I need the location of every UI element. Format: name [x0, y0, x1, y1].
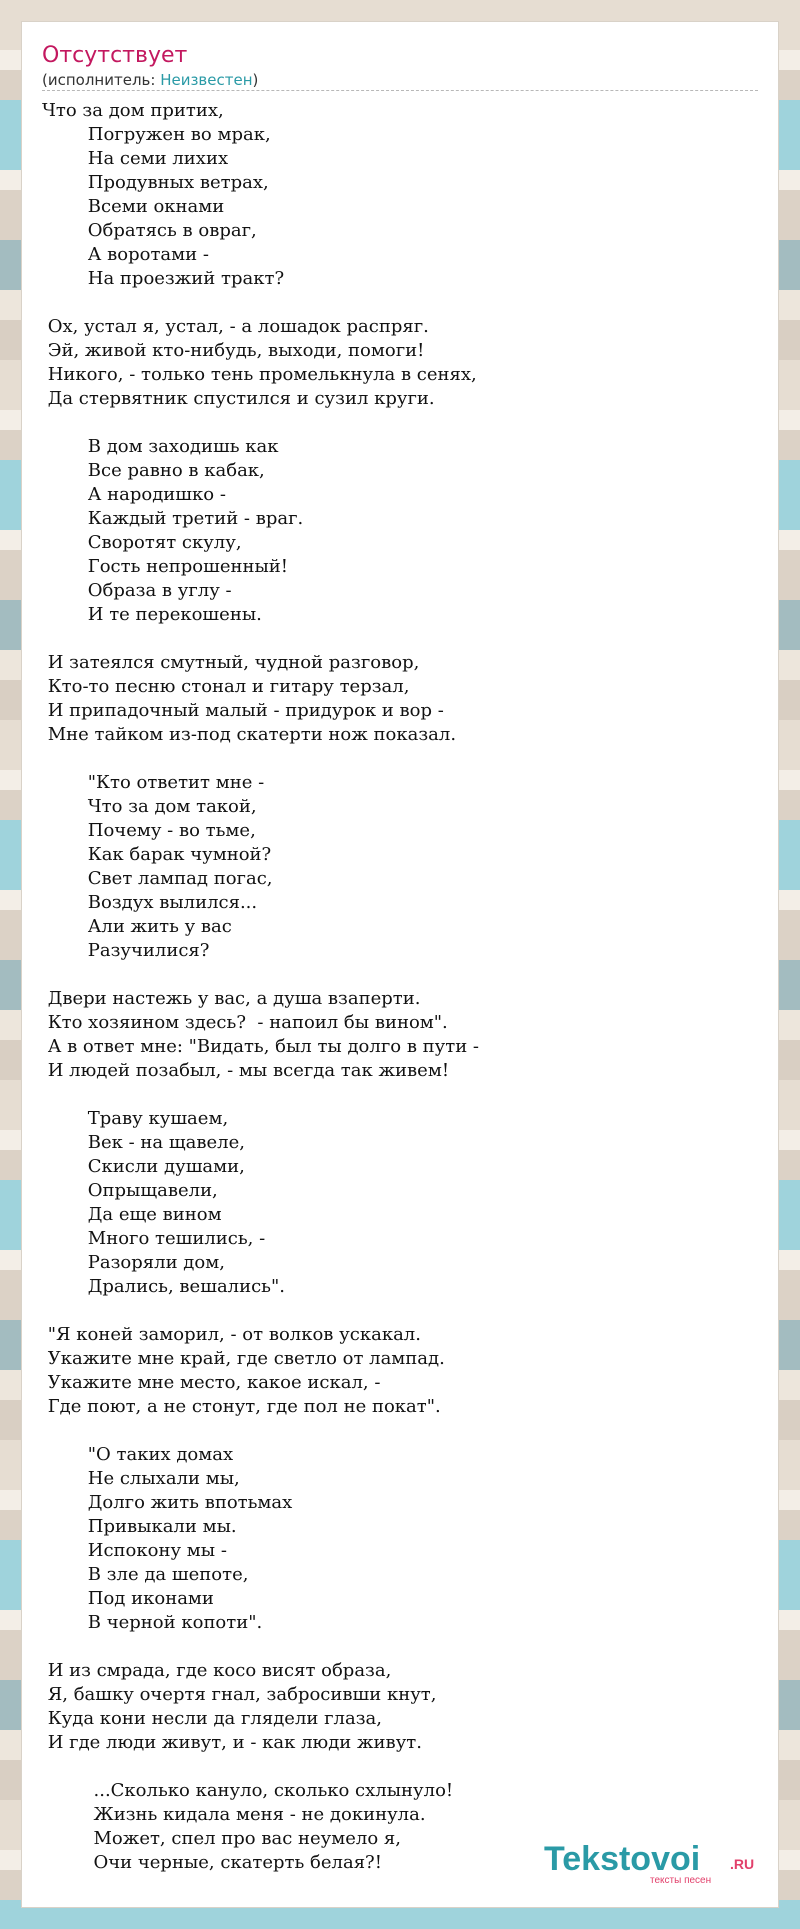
artist-prefix: (исполнитель:: [42, 71, 161, 89]
artist-line: [42, 71, 258, 89]
artist-suffix: ): [252, 71, 259, 89]
lyrics-card: [22, 22, 778, 1907]
site-logo[interactable]: [544, 1839, 754, 1889]
artist-link[interactable]: Неизвестен: [160, 71, 253, 89]
logo-name: Tekstovoi: [544, 1840, 701, 1878]
song-title: Отсутствует: [42, 43, 188, 68]
logo-tld: .RU: [730, 1856, 755, 1872]
song-header: [42, 42, 758, 91]
logo-tagline: тексты песен: [650, 1875, 712, 1886]
lyrics-text: Что за дом притих, Погружен во мрак, На семи лихих Продувных ветрах, Всеми окнами Обратясь в овраг, А воротами - На проезжий тракт? Ох, устал я, устал, - а лошадок распряг. Эй, живой кто-нибудь, выходи, помоги! Никого, - только тень промелькнула в сенях, Да стервятник спустился и сузил круги. В дом заходишь как Все равно в кабак, А народишко - Каждый третий - враг. Своротят скулу, Гость непрошенный! Образа в углу - И те перекошены. И затеялся смутный, чудной разговор, Кто-то песню стонал и гитару терзал, И припадочный малый - придурок и вор - Мне тайком из-под скатерти нож показал. "Кто ответит мне - Что за дом такой, Почему - во тьме, Как барак чумной? Свет лампад погас, Воздух вылился... Али жить у вас Разучилися? Двери настежь у вас, а душа взаперти. Кто хозяином здесь? - напоил бы вином". А в ответ мне: "Видать, был ты долго в пути - И людей позабыл, - мы всегда так живем! Траву кушаем, Век - на щавеле, Скисли душами, Опрыщавели, Да еще вином Много тешились, - Разоряли дом, Дрались, вешались". "Я коней заморил, - от волков ускакал. Укажите мне край, где светло от лампад. Укажите мне место, какое искал, - Где поют, а не стонут, где пол не покат". "О таких домах Не слыхали мы, Долго жить впотьмах Привыкали мы. Испокону мы - В зле да шепоте, Под иконами В черной копоти". И из смрада, где косо висят образа, Я, башку очертя гнал, забросивши кнут, Куда кони несли да глядели глаза, И где люди живут, и - как люди живут. ...Сколько кануло, сколько схлынуло! Жизнь кидала меня - не докинула. Может, спел про вас неумело я, Очи черные, скатерть белая?!: [42, 100, 480, 1873]
